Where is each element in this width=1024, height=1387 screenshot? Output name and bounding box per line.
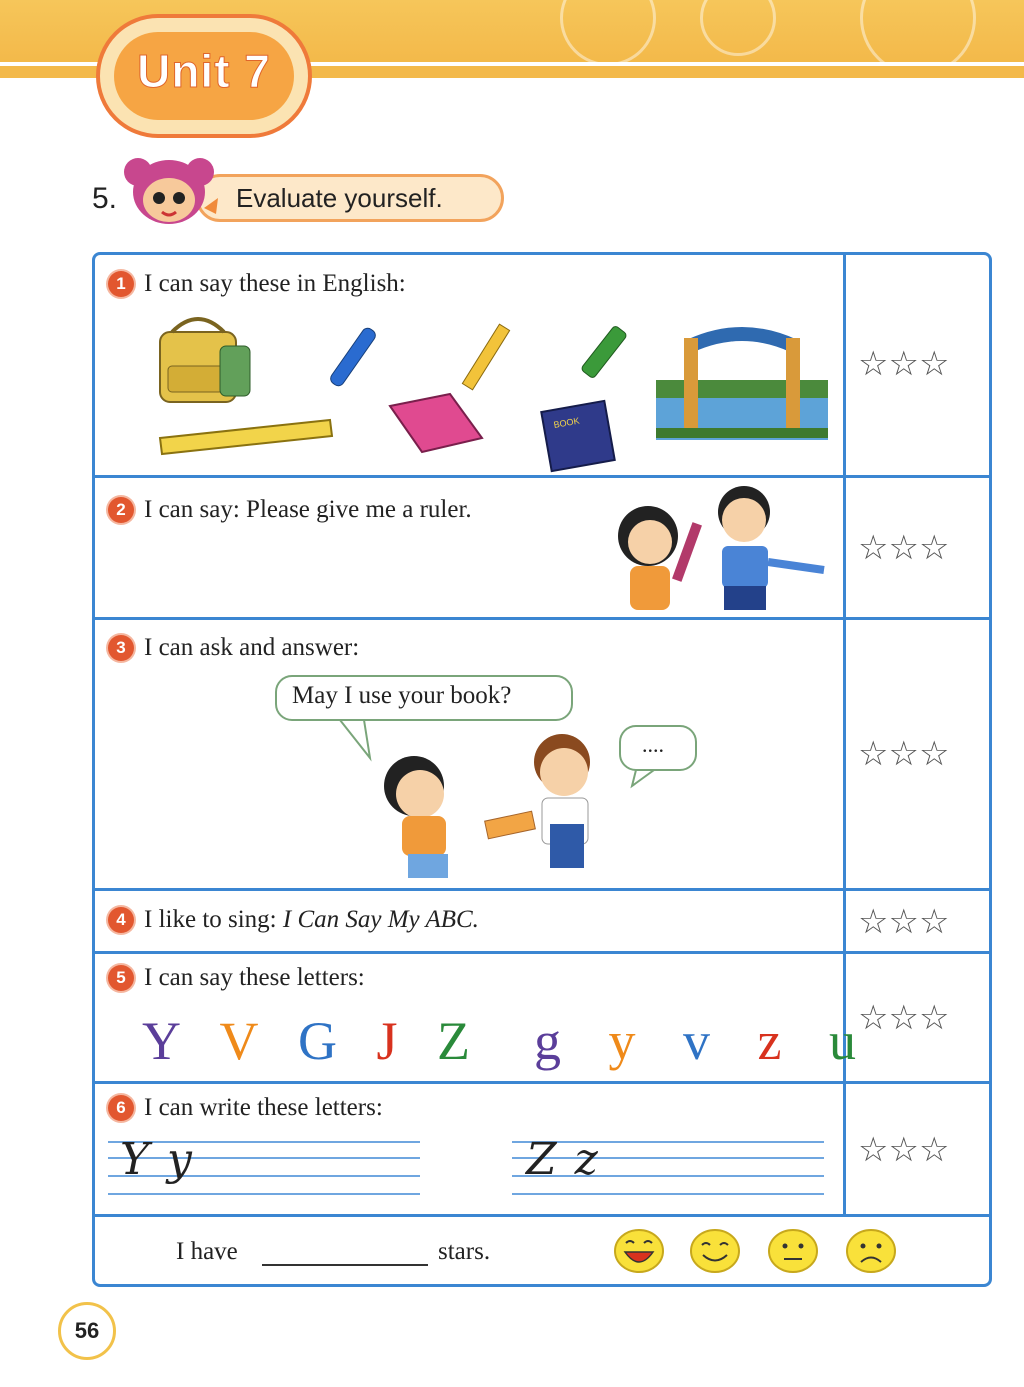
letter: J (376, 1011, 398, 1071)
letter: Z (437, 1011, 471, 1071)
stars-label: stars. (438, 1238, 491, 1265)
row-number-badge: 3 (108, 635, 134, 661)
letter: v (683, 1011, 710, 1071)
rating-stars[interactable]: ☆☆☆ (858, 1130, 950, 1170)
row-6-title (108, 1094, 383, 1122)
letter: G (298, 1011, 338, 1071)
zoo-gate-icon (656, 334, 828, 440)
question-bubble-text: May I use your book? (292, 682, 512, 709)
svg-text:ZOO: ZOO (730, 339, 756, 353)
row-divider (92, 1081, 992, 1084)
rating-stars[interactable]: ☆☆☆ (858, 902, 950, 942)
handwriting-lines (108, 1138, 828, 1204)
neutral-face-icon[interactable] (766, 1228, 820, 1274)
children-ruler-illustration (604, 482, 834, 614)
rating-stars[interactable]: ☆☆☆ (858, 344, 950, 384)
smiling-face-icon[interactable] (688, 1228, 742, 1274)
handwriting-zz: Zz (526, 1134, 616, 1185)
row-4-title (108, 906, 479, 934)
letter: u (828, 1011, 856, 1071)
stars-count-blank[interactable] (262, 1264, 428, 1266)
row-text: I can say: Please give me a ruler. (144, 496, 472, 523)
row-number-badge: 5 (108, 965, 134, 991)
row-5-title (108, 964, 365, 992)
section-title: Evaluate yourself. (236, 183, 443, 213)
have-label: I have (176, 1238, 238, 1265)
rating-stars[interactable]: ☆☆☆ (858, 528, 950, 568)
ruler-icon (160, 420, 332, 454)
row-1-title (108, 270, 406, 298)
letter: Y (142, 1011, 181, 1071)
unit-badge (96, 14, 312, 138)
answer-bubble-text: .... (642, 732, 664, 757)
section-number: 5. (92, 182, 118, 215)
svg-text:BOOK: BOOK (552, 415, 581, 430)
row-text: I can say these letters: (144, 964, 365, 991)
mascot-icon (120, 150, 220, 232)
laughing-face-icon[interactable] (612, 1228, 666, 1274)
row-number-badge: 6 (108, 1095, 134, 1121)
row-3-title (108, 634, 359, 662)
row-divider (92, 617, 992, 620)
rating-stars[interactable]: ☆☆☆ (858, 998, 950, 1038)
handwriting-yy: Yy (120, 1134, 210, 1185)
page-number: 56 (58, 1302, 116, 1360)
row-divider (92, 475, 992, 478)
row-number-badge: 4 (108, 907, 134, 933)
row-text: I like to sing: (144, 906, 283, 933)
row-divider (92, 1214, 992, 1217)
row-text: I can say these in English: (144, 270, 406, 297)
letter: g (534, 1011, 561, 1071)
pencil-box-icon (390, 394, 482, 452)
school-items-illustration (150, 310, 840, 475)
sad-face-icon[interactable] (844, 1228, 898, 1274)
uppercase-letters (142, 1010, 470, 1072)
bag-icon (160, 319, 250, 402)
letter: y (608, 1011, 636, 1071)
pen-icon (328, 326, 377, 388)
letter: z (757, 1011, 782, 1071)
lowercase-letters (534, 1010, 856, 1072)
pencil-icon (462, 324, 509, 390)
rating-stars[interactable]: ☆☆☆ (858, 734, 950, 774)
unit-title: Unit 7 (137, 45, 271, 97)
star-column-divider (843, 252, 846, 1217)
row-text: I can write these letters: (144, 1094, 383, 1121)
song-title: I Can Say My ABC. (282, 906, 479, 933)
row-number-badge: 1 (108, 271, 134, 297)
row-number-badge: 2 (108, 497, 134, 523)
letter: V (219, 1011, 259, 1071)
row-divider (92, 888, 992, 891)
row-2-title (108, 496, 472, 524)
row-divider (92, 951, 992, 954)
row-text: I can ask and answer: (144, 634, 360, 661)
book-icon (541, 401, 614, 471)
crayon-icon (580, 325, 627, 379)
